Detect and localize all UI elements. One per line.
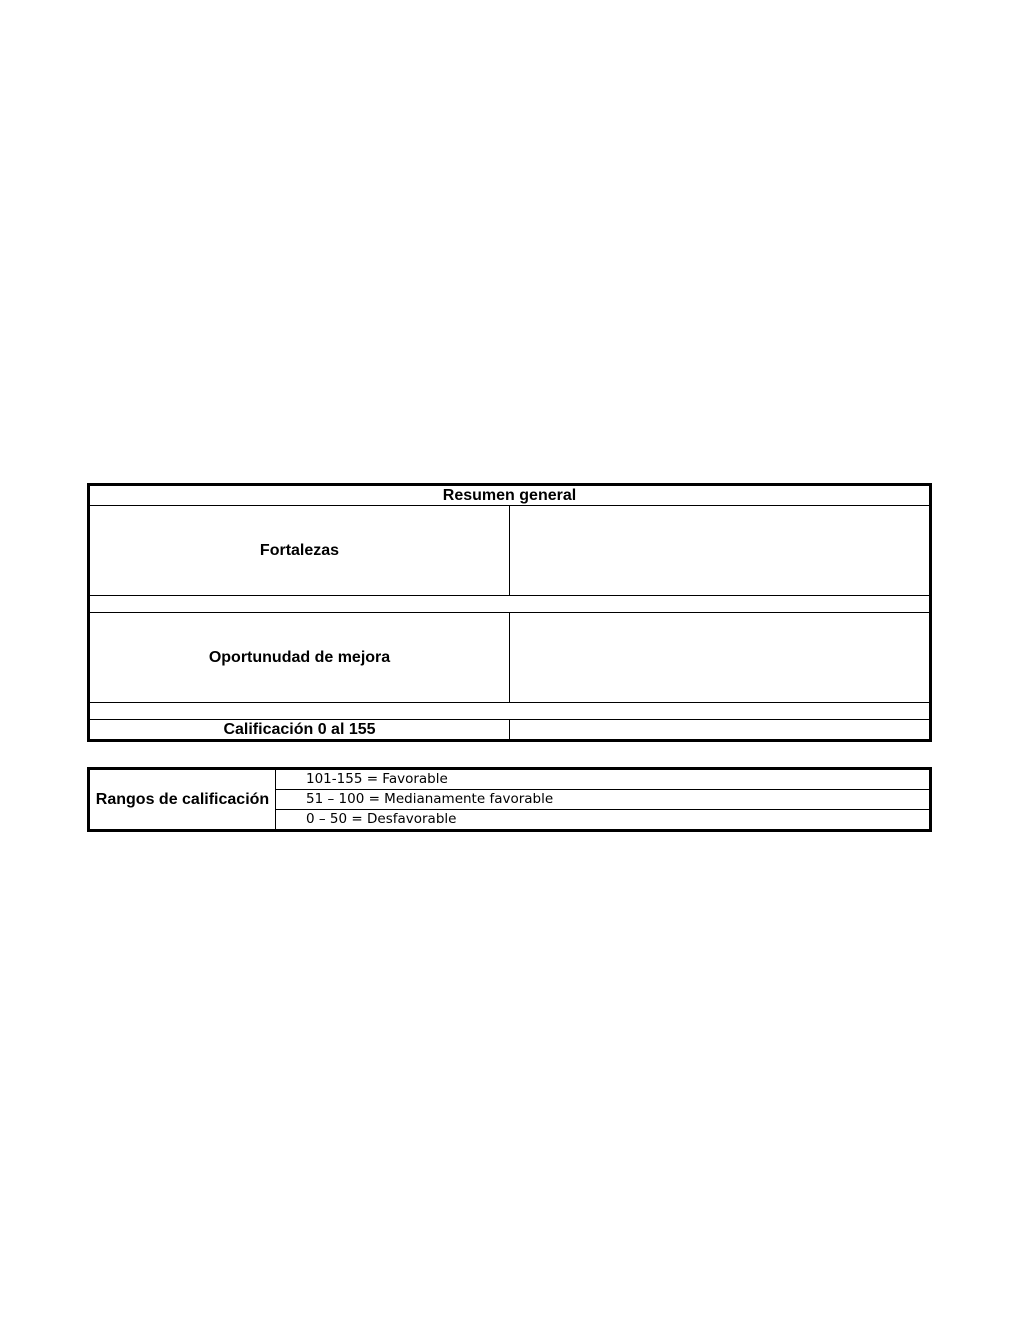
summary-title-row [89, 485, 931, 506]
score-label: Calificación 0 al 155 [89, 720, 510, 741]
score-field[interactable] [510, 720, 931, 741]
improvement-label: Oportunudad de mejora [89, 613, 510, 703]
spacer-cell [89, 596, 931, 613]
improvement-row [89, 613, 931, 703]
summary-table [87, 483, 932, 742]
summary-title: Resumen general [89, 485, 931, 506]
strengths-row [89, 506, 931, 596]
improvement-field[interactable] [510, 613, 931, 703]
range-medium: 51 – 100 = Medianamente favorable [276, 790, 931, 810]
spacer-row [89, 703, 931, 720]
spacer-cell [89, 703, 931, 720]
ranges-label: Rangos de calificación [89, 769, 276, 831]
strengths-label: Fortalezas [89, 506, 510, 596]
range-row [89, 769, 931, 790]
ranges-table [87, 767, 932, 832]
range-favorable: 101-155 = Favorable [276, 769, 931, 790]
strengths-field[interactable] [510, 506, 931, 596]
spacer-row [89, 596, 931, 613]
range-unfavorable: 0 – 50 = Desfavorable [276, 810, 931, 831]
score-row [89, 720, 931, 741]
